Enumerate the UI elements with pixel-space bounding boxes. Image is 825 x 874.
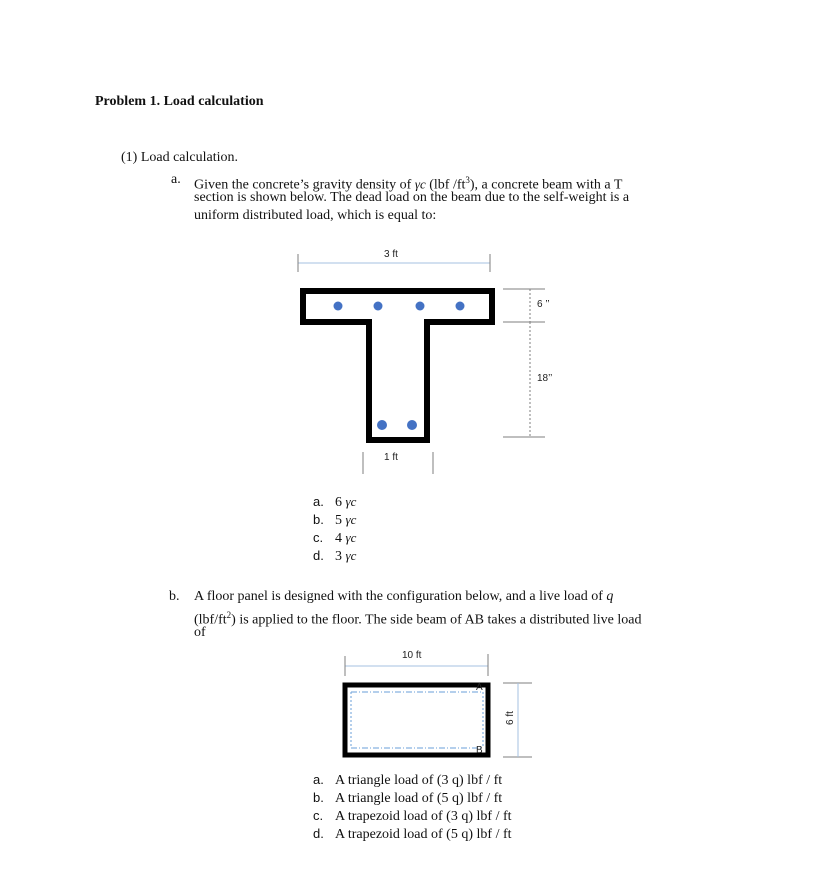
choice-b-option-b[interactable]: b. A triangle load of (5 q) lbf / ft (313, 790, 503, 806)
floor-panel-figure (345, 654, 532, 757)
dim-top-width: 3 ft (384, 249, 398, 260)
dim-flange-thickness: 6 ’’ (537, 299, 550, 310)
problem-title: Problem 1. Load calculation (95, 94, 264, 109)
question-a-line1: Given the concrete’s gravity density of γc (lbf $/ft^3$), a concrete beam with a T (194, 175, 623, 193)
subsection-heading: (1) Load calculation. (121, 150, 239, 165)
choice-b-option-a[interactable]: a. A triangle load of (3 q) lbf / ft (313, 772, 503, 788)
question-a-line3: uniform distributed load, which is equal to: (194, 208, 437, 223)
panel-beam-lines (351, 692, 483, 748)
rebar-dot (416, 302, 425, 311)
choice-a-option-a[interactable]: a. 6 γc (313, 494, 357, 510)
rebar-dot (377, 420, 387, 430)
rebar-dot (334, 302, 343, 311)
web-dimension-line (363, 452, 433, 474)
point-a-label: A (476, 682, 483, 693)
dim-web-width: 1 ft (384, 452, 398, 463)
question-b-label: b. (169, 589, 180, 604)
panel-side-lines (351, 692, 483, 748)
question-b-line2: $(lbf/ft^2)$ is applied to the floor. The side beam of AB takes a distributed live load (194, 610, 642, 628)
panel-outline (345, 685, 488, 755)
dim-total-depth: 18’’ (537, 373, 553, 384)
t-section-outline (303, 291, 492, 440)
rebar-dot (407, 420, 417, 430)
choice-b-option-d[interactable]: d. A trapezoid load of (5 q) lbf / ft (313, 826, 512, 842)
choice-a-option-c[interactable]: c. 4 γc (313, 530, 357, 546)
dim-panel-width: 10 ft (402, 650, 422, 661)
rebar-dot (456, 302, 465, 311)
choice-a-option-d[interactable]: d. 3 γc (313, 548, 357, 564)
gamma-symbol: γc (414, 176, 426, 192)
question-a-line2: section is shown below. The dead load on the beam due to the self-weight is a (194, 190, 630, 205)
choice-b-option-c[interactable]: c. A trapezoid load of (3 q) lbf / ft (313, 808, 512, 824)
question-b-line3: of (194, 625, 206, 640)
dim-panel-height: 6 ft (505, 711, 516, 725)
choice-a-option-b[interactable]: b. 5 γc (313, 512, 357, 528)
depth-dimension-lines (503, 289, 545, 437)
question-b-line1: A floor panel is designed with the configuration below, and a live load of q (194, 589, 614, 604)
rebar-dot (374, 302, 383, 311)
point-b-label: B (476, 745, 483, 756)
question-a-label: a. (171, 172, 181, 187)
